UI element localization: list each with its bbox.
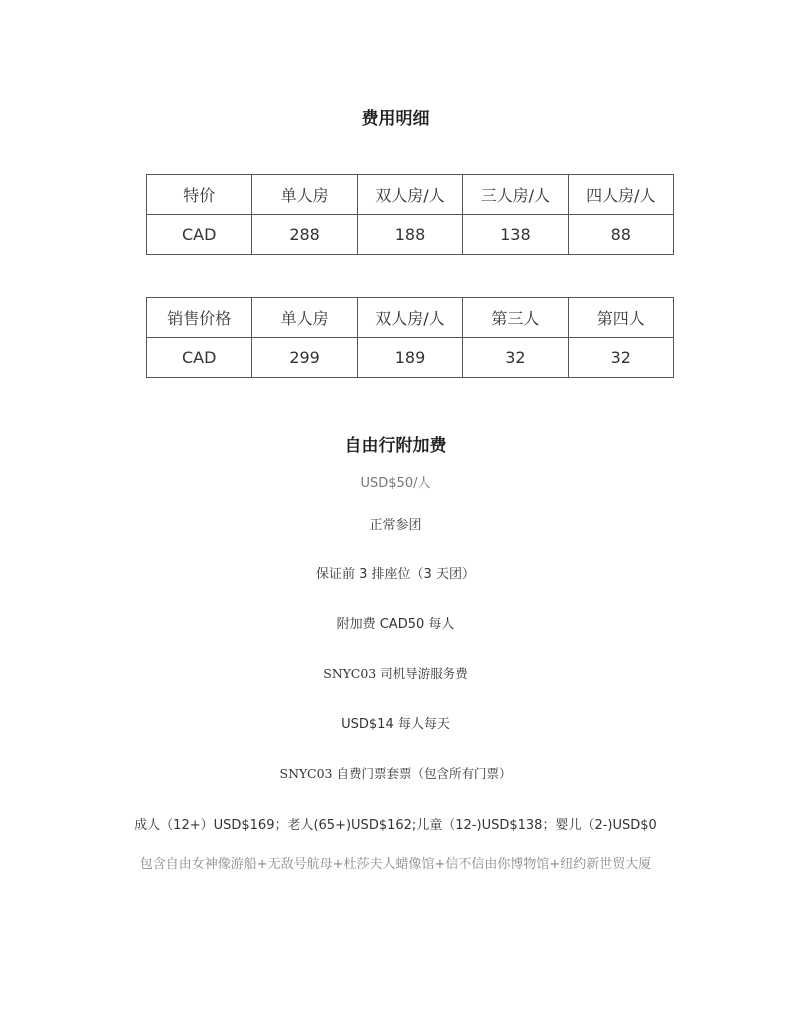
table-cell: 288 [252, 215, 357, 255]
table-cell: 双人房/人 [357, 298, 462, 338]
addon-title: 自由行附加费 [344, 436, 447, 456]
table-cell: 三人房/人 [463, 175, 568, 215]
table-cell: 32 [568, 338, 673, 378]
table-cell: 88 [568, 215, 673, 255]
normal-tour-line: 正常参团 [369, 518, 422, 533]
seat-fee-line: 附加费 CAD50 每人 [336, 617, 455, 632]
table-cell: 188 [357, 215, 462, 255]
table-row [147, 338, 674, 378]
table-header-row [147, 298, 674, 338]
addon-price: USD$50/人 [360, 476, 431, 491]
driver-guide-fee-line: SNYC03 司机导游服务费 [323, 666, 468, 681]
table-cell: 特价 [147, 175, 252, 215]
table-cell: 双人房/人 [357, 175, 462, 215]
special-price-table [146, 174, 674, 255]
table-header-row [147, 175, 674, 215]
table-cell: CAD [147, 338, 252, 378]
page-title: 费用明细 [361, 109, 430, 129]
table-cell: 189 [357, 338, 462, 378]
seat-guarantee-line: 保证前 3 排座位（3 天团） [316, 567, 475, 582]
table-cell: 四人房/人 [568, 175, 673, 215]
table-cell: 销售价格 [147, 298, 252, 338]
table-cell: 单人房 [252, 175, 357, 215]
table-cell: 第三人 [463, 298, 568, 338]
table-cell: 299 [252, 338, 357, 378]
table-cell: 32 [463, 338, 568, 378]
table-cell: 138 [463, 215, 568, 255]
table-cell: 第四人 [568, 298, 673, 338]
sale-price-table [146, 297, 674, 378]
ticket-prices-line: 成人（12+）USD$169；老人(65+)USD$162;儿童（12-)USD$138；婴儿（2-)USD$0 [134, 818, 657, 833]
driver-guide-price-line: USD$14 每人每天 [341, 717, 450, 732]
table-cell: 单人房 [252, 298, 357, 338]
table-row [147, 215, 674, 255]
tickets-package-line: SNYC03 自费门票套票（包含所有门票） [279, 766, 512, 781]
table-cell: CAD [147, 215, 252, 255]
ticket-includes-line: 包含自由女神像游船+无敌号航母+杜莎夫人蜡像馆+信不信由你博物馆+纽约新世贸大厦 [139, 857, 652, 872]
